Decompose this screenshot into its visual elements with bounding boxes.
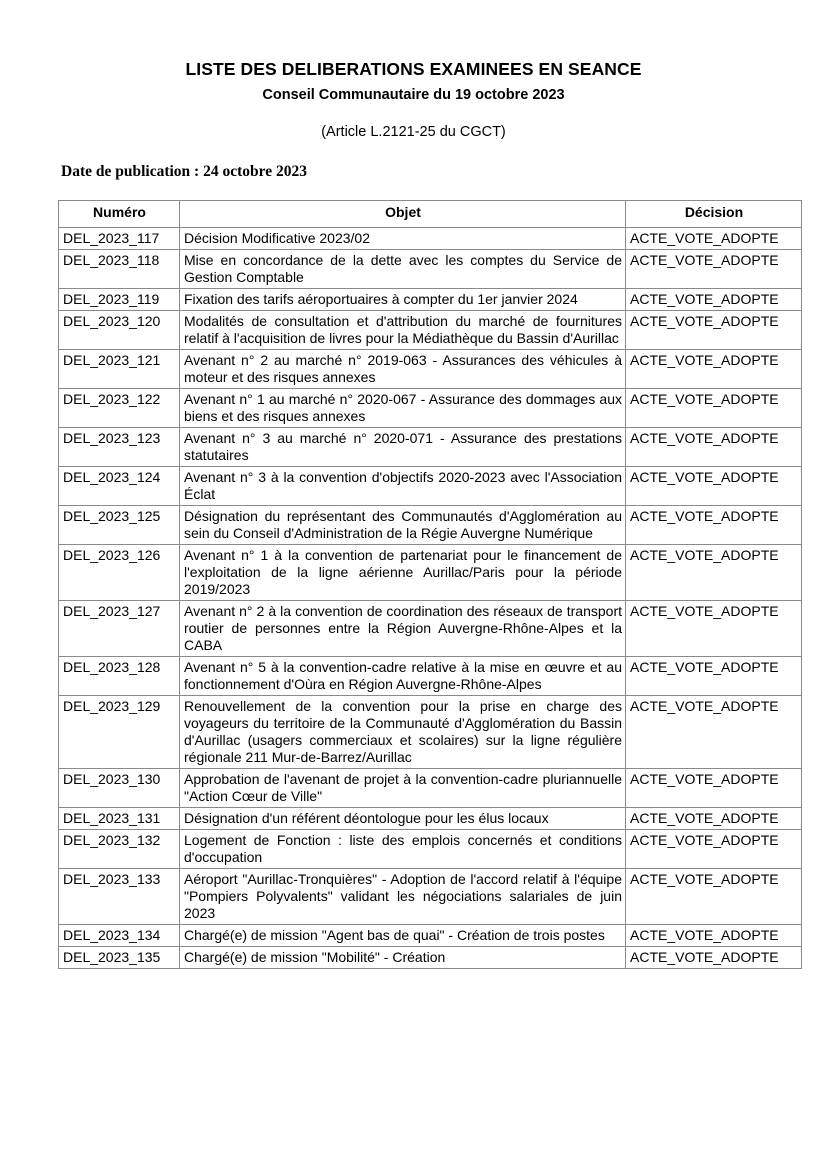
cell-decision: ACTE_VOTE_ADOPTE xyxy=(626,389,802,428)
table-row xyxy=(59,601,802,657)
cell-decision: ACTE_VOTE_ADOPTE xyxy=(626,350,802,389)
table-row xyxy=(59,350,802,389)
cell-decision: ACTE_VOTE_ADOPTE xyxy=(626,545,802,601)
cell-decision: ACTE_VOTE_ADOPTE xyxy=(626,808,802,830)
cell-decision: ACTE_VOTE_ADOPTE xyxy=(626,830,802,869)
cell-decision: ACTE_VOTE_ADOPTE xyxy=(626,925,802,947)
cell-objet: Avenant n° 1 à la convention de partenariat pour le financement de l'exploitation de la ligne aérienne Aurillac/Paris pour la période 2019/2023 xyxy=(180,545,626,601)
cell-objet: Avenant n° 2 à la convention de coordination des réseaux de transport routier de personnes entre la Région Auvergne-Rhône-Alpes et la CABA xyxy=(180,601,626,657)
cell-decision: ACTE_VOTE_ADOPTE xyxy=(626,506,802,545)
cell-numero: DEL_2023_124 xyxy=(59,467,180,506)
table-row xyxy=(59,228,802,250)
document-subtitle: Conseil Communautaire du 19 octobre 2023 xyxy=(262,87,565,103)
table-row xyxy=(59,545,802,601)
cell-objet: Avenant n° 5 à la convention-cadre relative à la mise en œuvre et au fonctionnement d'Oùra en Région Auvergne-Rhône-Alpes xyxy=(180,657,626,696)
cell-decision: ACTE_VOTE_ADOPTE xyxy=(626,467,802,506)
cell-objet: Décision Modificative 2023/02 xyxy=(180,228,626,250)
cell-decision: ACTE_VOTE_ADOPTE xyxy=(626,769,802,808)
table-row xyxy=(59,696,802,769)
deliberations-table xyxy=(58,200,802,969)
cell-numero: DEL_2023_120 xyxy=(59,311,180,350)
cell-objet: Logement de Fonction : liste des emplois concernés et conditions d'occupation xyxy=(180,830,626,869)
table-row xyxy=(59,311,802,350)
cell-numero: DEL_2023_122 xyxy=(59,389,180,428)
table-row xyxy=(59,869,802,925)
table-row xyxy=(59,947,802,969)
cell-decision: ACTE_VOTE_ADOPTE xyxy=(626,289,802,311)
table-row xyxy=(59,250,802,289)
cell-numero: DEL_2023_125 xyxy=(59,506,180,545)
cell-objet: Avenant n° 1 au marché n° 2020-067 - Assurance des dommages aux biens et des risques annexes xyxy=(180,389,626,428)
header-decision: Décision xyxy=(626,201,802,228)
cell-objet: Aéroport "Aurillac-Tronquières" - Adoption de l'accord relatif à l'équipe "Pompiers Polyvalents" validant les négociations salariales de juin 2023 xyxy=(180,869,626,925)
cell-objet: Avenant n° 2 au marché n° 2019-063 - Assurances des véhicules à moteur et des risques annexes xyxy=(180,350,626,389)
cell-decision: ACTE_VOTE_ADOPTE xyxy=(626,428,802,467)
cell-decision: ACTE_VOTE_ADOPTE xyxy=(626,228,802,250)
table-row xyxy=(59,467,802,506)
cell-numero: DEL_2023_129 xyxy=(59,696,180,769)
cell-numero: DEL_2023_117 xyxy=(59,228,180,250)
cell-objet: Approbation de l'avenant de projet à la convention-cadre pluriannuelle "Action Cœur de Ville" xyxy=(180,769,626,808)
cell-decision: ACTE_VOTE_ADOPTE xyxy=(626,947,802,969)
cell-objet: Avenant n° 3 à la convention d'objectifs 2020-2023 avec l'Association Éclat xyxy=(180,467,626,506)
table-row xyxy=(59,925,802,947)
cell-numero: DEL_2023_128 xyxy=(59,657,180,696)
table-row xyxy=(59,289,802,311)
cell-objet: Chargé(e) de mission "Mobilité" - Création xyxy=(180,947,626,969)
cell-numero: DEL_2023_121 xyxy=(59,350,180,389)
table-row xyxy=(59,506,802,545)
cell-decision: ACTE_VOTE_ADOPTE xyxy=(626,696,802,769)
publication-date: Date de publication : 24 octobre 2023 xyxy=(61,163,307,180)
cell-numero: DEL_2023_133 xyxy=(59,869,180,925)
cell-numero: DEL_2023_130 xyxy=(59,769,180,808)
cell-decision: ACTE_VOTE_ADOPTE xyxy=(626,601,802,657)
cell-decision: ACTE_VOTE_ADOPTE xyxy=(626,657,802,696)
cell-decision: ACTE_VOTE_ADOPTE xyxy=(626,250,802,289)
cell-decision: ACTE_VOTE_ADOPTE xyxy=(626,311,802,350)
cell-objet: Chargé(e) de mission "Agent bas de quai" - Création de trois postes xyxy=(180,925,626,947)
table-row xyxy=(59,830,802,869)
cell-numero: DEL_2023_127 xyxy=(59,601,180,657)
cell-objet: Désignation d'un référent déontologue pour les élus locaux xyxy=(180,808,626,830)
cell-numero: DEL_2023_132 xyxy=(59,830,180,869)
article-reference: (Article L.2121-25 du CGCT) xyxy=(321,124,506,140)
cell-objet: Renouvellement de la convention pour la prise en charge des voyageurs du territoire de la Communauté d'Agglomération du Bassin d'Aurillac (usagers commerciaux et scolaires) sur la ligne régulière régionale 211 Mur-de-Barrez/Aurillac xyxy=(180,696,626,769)
cell-objet: Modalités de consultation et d'attribution du marché de fournitures relatif à l'acquisition de livres pour la Médiathèque du Bassin d'Aurillac xyxy=(180,311,626,350)
table-body xyxy=(59,228,802,969)
table-row xyxy=(59,808,802,830)
cell-numero: DEL_2023_118 xyxy=(59,250,180,289)
table-row xyxy=(59,769,802,808)
header-numero: Numéro xyxy=(59,201,180,228)
document-title: LISTE DES DELIBERATIONS EXAMINEES EN SEANCE xyxy=(185,59,642,79)
cell-objet: Fixation des tarifs aéroportuaires à compter du 1er janvier 2024 xyxy=(180,289,626,311)
cell-numero: DEL_2023_119 xyxy=(59,289,180,311)
header-objet: Objet xyxy=(180,201,626,228)
cell-numero: DEL_2023_131 xyxy=(59,808,180,830)
cell-objet: Mise en concordance de la dette avec les comptes du Service de Gestion Comptable xyxy=(180,250,626,289)
table-row xyxy=(59,657,802,696)
cell-objet: Désignation du représentant des Communautés d'Agglomération au sein du Conseil d'Administration de la Régie Auvergne Numérique xyxy=(180,506,626,545)
table-header-row xyxy=(59,201,802,228)
cell-numero: DEL_2023_123 xyxy=(59,428,180,467)
cell-numero: DEL_2023_135 xyxy=(59,947,180,969)
cell-numero: DEL_2023_134 xyxy=(59,925,180,947)
cell-decision: ACTE_VOTE_ADOPTE xyxy=(626,869,802,925)
cell-objet: Avenant n° 3 au marché n° 2020-071 - Assurance des prestations statutaires xyxy=(180,428,626,467)
table-row xyxy=(59,428,802,467)
table-row xyxy=(59,389,802,428)
cell-numero: DEL_2023_126 xyxy=(59,545,180,601)
